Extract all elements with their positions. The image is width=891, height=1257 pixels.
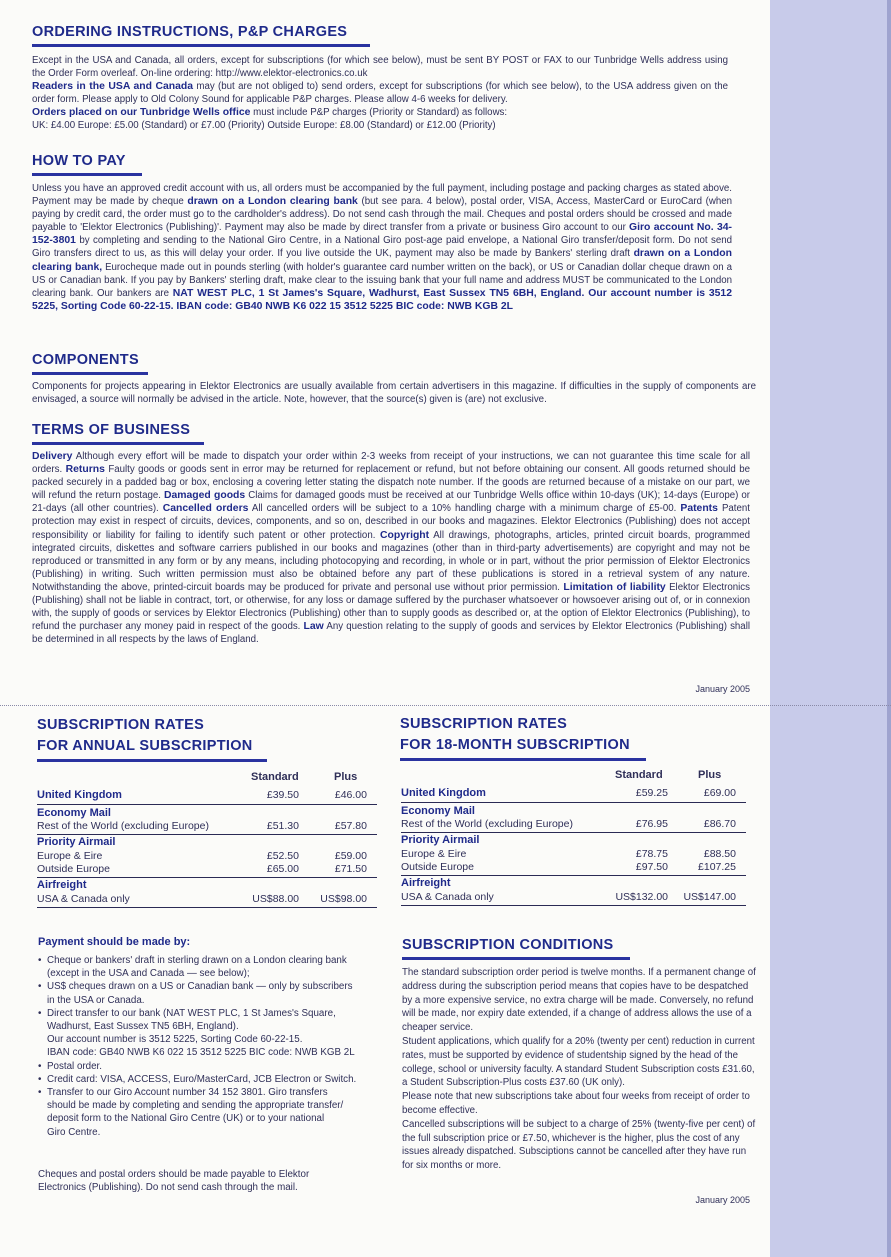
ordering-heading: ORDERING INSTRUCTIONS, P&P CHARGES	[32, 24, 348, 40]
eighteen-airfreight-label: Airfreight	[401, 877, 451, 889]
ordering-tw-lead: Orders placed on our Tunbridge Wells office	[32, 107, 251, 119]
ordering-charges: UK: £4.00 Europe: £5.00 (Standard) or £7.00 (Priority) Outside Europe: £8.00 (Standard) or £12.00 (Priority)	[32, 120, 496, 132]
ordering-rule	[32, 44, 370, 47]
eighteen-priority-standard-2: £97.50	[635, 861, 668, 873]
ordering-p1: Except in the USA and Canada, all orders, except for subscriptions (for which see below), must be sent BY POST or FAX to our Tunbridge Wells address using the Order Form overleaf. On-line ordering: http://www.elektor-electronics.co.uk	[32, 55, 728, 80]
annual-separator	[37, 877, 377, 878]
terms-returns-lead: Returns	[65, 464, 105, 476]
side-color-band	[770, 0, 891, 1257]
eighteen-heading-2: FOR 18-MONTH SUBSCRIPTION	[400, 737, 630, 753]
eighteen-uk-label: United Kingdom	[401, 787, 486, 799]
annual-airfreight-row-label: USA & Canada only	[37, 893, 130, 905]
ordering-text	[32, 54, 728, 133]
how-to-pay-b4: NAT WEST PLC, 1 St James's Square, Wadhurst, East Sussex TN5 6BH, England. Our account number is 3512 5225, Sorting Code 60-22-15. IBAN code: GB40 NWB K6 022 15 3512 5225 BIC code: NWB KGB 2L	[32, 287, 732, 312]
eighteen-economy-standard: £76.95	[635, 818, 668, 830]
ordering-tw-text: must include P&P charges (Priority or Standard) as follows:	[253, 107, 508, 119]
eighteen-separator	[401, 875, 746, 876]
eighteen-separator	[401, 905, 746, 906]
annual-separator	[37, 907, 377, 908]
eighteen-airfreight-row-label: USA & Canada only	[401, 891, 494, 903]
annual-col-plus: Plus	[334, 771, 358, 783]
payment-item: • Cheque or bankers' draft in sterling drawn on a London clearing bank (except in the USA and Canada — see below);	[38, 954, 388, 980]
eighteen-priority-label: Priority Airmail	[401, 834, 480, 846]
how-to-pay-heading: HOW TO PAY	[32, 153, 126, 169]
terms-copyright-text: All drawings, photographs, articles, printed circuit boards, programmed integrated circuits, diskettes and software carriers published in our books and magazines (other than in third-party advertisements) are copyright and may not be reproduced or transmitted in any form or by any means, including photocopying and recording, in whole or in part, without the prior permission of Elektor Electronics (Publishing) in writing. Such written permission must also be obtained before any part of these publications is stored in a retrieval system of any nature. Notwithstanding the above, printed-circuit boards may be produced for private and personal use without prior permission.	[32, 529, 750, 593]
terms-law-text: Any question relating to the supply of goods and services by Elektor Electronics (Publishing) shall be determined in all respects by the laws of England.	[32, 621, 750, 646]
terms-liability-text: Elektor Electronics (Publishing) shall not be liable in contract, tort, or otherwise, for any loss or damage suffered by the purchaser whatsoever or howsoever arising out of, or in connexion with, the supply of goods or services by Elektor Electronics (Publishing) other than to supply goods as described or, at the option of Elektor Electronics (Publishing), to refund the purchaser any money paid in respect of the goods.	[32, 581, 750, 633]
components-text: Components for projects appearing in Elektor Electronics are usually available from certain advertisers in this magazine. If difficulties in the supply of components are envisaged, a source will normally be advised in the article. Note, however, that the source(s) given is (are) not exclusive.	[32, 381, 756, 406]
annual-rates-table	[37, 771, 377, 907]
eighteen-col-standard: Standard	[615, 769, 663, 781]
fold-line	[0, 705, 891, 706]
components-rule	[32, 372, 148, 375]
payment-title: Payment should be made by:	[38, 936, 191, 948]
eighteen-economy-row-label: Rest of the World (excluding Europe)	[401, 818, 573, 830]
terms-patents-text: Patent protection may exist in respect of circuits, devices, components, and so on, described in our books and magazines. Elektor Electronics (Publishing) does not accept responsibility or liability for failing to identify such patent or other protection.	[32, 503, 750, 541]
terms-copyright-lead: Copyright	[380, 529, 430, 541]
eighteen-airfreight-plus: US$147.00	[683, 891, 736, 903]
conditions-text: The standard subscription order period is twelve months. If a permanent change of address during the subscription period means that copies have to be despatched by a more expensive service, no extra charge will be made. Conversely, no refund will be made, nor expiry date extended, if a change of address allows the use of a cheaper service. Student applications, which qualify for a 20% (twenty per cent) reduction in current rates, must be supported by evidence of studentship signed by the head of the college, school or university faculty. A standard Student Subscription costs £31.60, a Student Subscription-Plus costs £37.60 (UK only). Please note that new subscriptions take about four weeks from receipt of order to become effective. Cancelled subscriptions will be subject to a charge of 25% (twenty-five per cent) of the full subscription price or £7.50, whichever is the higher, plus the cost of any issues already dispatched. Subsciptions cannot be cancelled after they have run for six months or more.	[402, 967, 756, 1172]
ordering-usa-text: may (but are not obliged to) send orders, except for subscriptions (for which see below), to the USA address given on the order form. Please apply to Old Colony Sound for applicable P&P charges. Please allow 4-6 weeks for delivery.	[32, 81, 728, 106]
how-to-pay-b1: drawn on a London clearing bank	[187, 196, 358, 208]
terms-date: January 2005	[695, 684, 750, 694]
annual-priority-row1-label: Europe & Eire	[37, 850, 103, 862]
eighteen-economy-label: Economy Mail	[401, 805, 475, 817]
eighteen-priority-standard-1: £78.75	[635, 848, 668, 860]
annual-priority-plus-1: £59.00	[334, 850, 367, 862]
annual-heading-1: SUBSCRIPTION RATES	[37, 717, 205, 733]
annual-col-standard: Standard	[251, 771, 299, 783]
annual-heading-2: FOR ANNUAL SUBSCRIPTION	[37, 738, 253, 754]
annual-uk-standard: £39.50	[266, 789, 299, 801]
annual-priority-row2-label: Outside Europe	[37, 863, 110, 875]
annual-economy-plus: £57.80	[334, 820, 367, 832]
eighteen-economy-plus: £86.70	[703, 818, 736, 830]
terms-rule	[32, 442, 204, 445]
terms-heading: TERMS OF BUSINESS	[32, 422, 191, 438]
eighteen-rates-table	[401, 769, 746, 905]
annual-airfreight-label: Airfreight	[37, 879, 87, 891]
eighteen-priority-plus-2: £107.25	[698, 861, 736, 873]
terms-law-lead: Law	[303, 621, 324, 633]
annual-priority-standard-2: £65.00	[266, 863, 299, 875]
annual-separator	[37, 834, 377, 835]
how-to-pay-t1: Unless you have an approved credit account with us, all orders must be accompanied by the full payment, including postage and packing charges as stated above. Payment may be made by cheque	[32, 183, 732, 208]
how-to-pay-t3: by completing and sending to the National Giro Centre, in a National Giro post-age paid envelope, a National Giro transfer/deposit form. Do not send Giro transfers direct to us, as this will delay your order. If you live outside the UK, payment may also be made by Bankers' sterling draft	[32, 235, 732, 260]
annual-uk-plus: £46.00	[334, 789, 367, 801]
terms-cancelled-lead: Cancelled orders	[162, 503, 249, 515]
annual-separator	[37, 804, 377, 805]
payment-list	[38, 954, 388, 1139]
conditions-rule	[402, 957, 630, 960]
terms-liability-lead: Limitation of liability	[563, 581, 666, 593]
annual-economy-standard: £51.30	[266, 820, 299, 832]
eighteen-heading-1: SUBSCRIPTION RATES	[400, 716, 568, 732]
terms-delivery-lead: Delivery	[32, 451, 73, 462]
how-to-pay-rule	[32, 173, 142, 176]
how-to-pay-text	[32, 182, 732, 313]
conditions-date: January 2005	[695, 1195, 750, 1205]
components-heading: COMPONENTS	[32, 352, 139, 368]
how-to-pay-t2: (but see para. 4 below), postal order, VISA, Access, MasterCard or EuroCard (when paying by credit card, the order must go to the cardholder's address). Do not send cash through the mail. Cheques and postal orders should be crossed and made payable to 'Elektor Electronics (Publishing)'. Payment may also be made by direct transfer from a private or business Giro account to our	[32, 196, 732, 234]
eighteen-priority-row2-label: Outside Europe	[401, 861, 474, 873]
side-band-edge	[887, 0, 891, 1257]
terms-text	[32, 450, 750, 646]
terms-patents-lead: Patents	[680, 503, 718, 515]
payment-item: • US$ cheques drawn on a US or Canadian bank — only by subscribers in the USA or Canada.	[38, 980, 388, 1006]
eighteen-separator	[401, 832, 746, 833]
annual-priority-label: Priority Airmail	[37, 836, 116, 848]
annual-economy-label: Economy Mail	[37, 807, 111, 819]
annual-airfreight-standard: US$88.00	[252, 893, 299, 905]
eighteen-priority-plus-1: £88.50	[703, 848, 736, 860]
payment-item: • Transfer to our Giro Account number 34 152 3801. Giro transfers should be made by completing and sending the appropriate transfer/ deposit form to the National Giro Centre (UK) or to your national Giro Centre.	[38, 1086, 388, 1139]
annual-priority-plus-2: £71.50	[334, 863, 367, 875]
how-to-pay-t4: Eurocheque made out in pounds sterling (with holder's guarantee card number written on the back), or US or Canadian dollar cheque drawn on a US or Canadian bank. If you pay by Bankers' sterling draft, make clear to the issuing bank that your full name and address MUST be communicated to the London clearing bank. Our bankers are	[32, 261, 732, 299]
terms-cancelled-text: All cancelled orders will be subject to a 10% handling charge with a minimum charge of £5-00.	[251, 503, 677, 515]
conditions-heading: SUBSCRIPTION CONDITIONS	[402, 937, 614, 953]
annual-airfreight-plus: US$98.00	[320, 893, 367, 905]
eighteen-priority-row1-label: Europe & Eire	[401, 848, 467, 860]
annual-priority-standard-1: £52.50	[266, 850, 299, 862]
how-to-pay-b3: drawn on a London clearing bank,	[32, 248, 732, 273]
payment-item: • Direct transfer to our bank (NAT WEST PLC, 1 St James's Square, Wadhurst, East Sussex TN5 6BH, England). Our account number is 3512 5225, Sorting Code 60-22-15. IBAN code: GB40 NWB K6 022 15 3512 5225 BIC code: NWB KGB 2L	[38, 1007, 388, 1060]
payment-item: • Credit card: VISA, ACCESS, Euro/MasterCard, JCB Electron or Switch.	[38, 1073, 388, 1086]
payment-item: • Postal order.	[38, 1060, 388, 1073]
eighteen-col-plus: Plus	[698, 769, 722, 781]
terms-damaged-text: Claims for damaged goods must be received at our Tunbridge Wells office within 10-days (UK); 14-days (Europe) or 21-days (all other countries).	[32, 490, 750, 515]
annual-uk-label: United Kingdom	[37, 789, 122, 801]
eighteen-airfreight-standard: US$132.00	[615, 891, 668, 903]
eighteen-separator	[401, 802, 746, 803]
eighteen-rule	[400, 758, 646, 761]
terms-returns-text: Faulty goods or goods sent in error may be returned for replacement or refund, but not before obtaining our consent. All goods returned should be packed securely in a padded bag or box, enclosing a covering letter stating the dispatch note number. If the goods are returned because of a mistake on our part, we will refund the return postage.	[32, 464, 750, 502]
eighteen-uk-plus: £69.00	[703, 787, 736, 799]
annual-economy-row-label: Rest of the World (excluding Europe)	[37, 820, 209, 832]
annual-rule	[37, 759, 267, 762]
ordering-usa-lead: Readers in the USA and Canada	[32, 81, 194, 93]
eighteen-uk-standard: £59.25	[635, 787, 668, 799]
terms-damaged-lead: Damaged goods	[164, 490, 246, 502]
payment-note: Cheques and postal orders should be made payable to Elektor Electronics (Publishing). Do not send cash through the mail.	[38, 1169, 310, 1194]
how-to-pay-b2: Giro account No. 34-152-3801	[32, 222, 732, 247]
terms-delivery-text: Although every effort will be made to dispatch your order within 2-3 weeks from receipt of your instructions, we can not guarantee this time scale for all orders.	[32, 451, 750, 476]
